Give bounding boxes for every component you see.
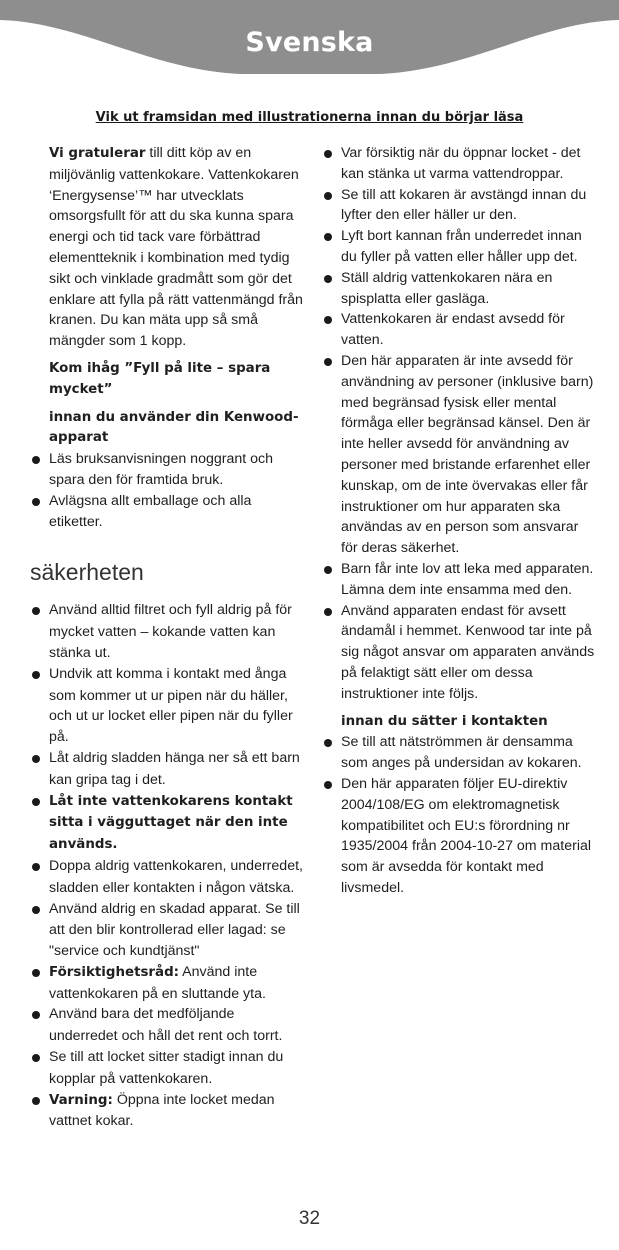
right-column	[322, 143, 598, 899]
before-use-list	[30, 449, 305, 532]
list-item: Var försiktig när du öppnar locket - det kan stänka ut varma vattendroppar.	[322, 143, 598, 185]
list-item: Använd aldrig en skadad apparat. Se till att den blir kontrollerad eller lagad: se "service och kundtjänst"	[30, 899, 305, 962]
list-item: Se till att nätströmmen är densamma som anges på undersidan av kokaren.	[322, 732, 598, 774]
page-number: 32	[298, 1208, 321, 1229]
list-item: Försiktighetsråd: Använd inte vattenkokaren på en sluttande yta.	[30, 962, 305, 1005]
safety-list-left	[30, 600, 305, 1132]
list-item: Lyft bort kannan från underredet innan du fyller på vatten eller håller upp det.	[322, 226, 598, 268]
list-item: Ställ aldrig vattenkokaren nära en spisplatta eller gasläga.	[322, 268, 598, 310]
safety-list-right	[322, 143, 598, 705]
list-item: Den här apparaten är inte avsedd för användning av personer (inklusive barn) med begränsad fysisk eller mental förmåga eller begränsad känsel. Den är inte heller avsedd för användning av personer med bristande erfarenhet eller kunskap, om de inte övervakas eller får instruktioner om hur apparaten ska användas av en person som ansvarar för deras säkerhet.	[322, 351, 598, 559]
list-item: Låt aldrig sladden hänga ner så ett barn kan gripa tag i det.	[30, 748, 305, 791]
list-item: Låt inte vattenkokarens kontakt sitta i vägguttaget när den inte används.	[30, 791, 305, 856]
motto-heading: Kom ihåg ”Fyll på lite – spara mycket”	[49, 360, 271, 397]
list-item: Barn får inte lov att leka med apparaten. Lämna dem inte ensamma med den.	[322, 559, 598, 601]
instruction-subtitle: Vik ut framsidan med illustrationerna innan du börjar läsa	[95, 110, 524, 125]
intro-lead: Vi gratulerar	[49, 146, 146, 161]
before-use-heading: innan du använder din Kenwood-apparat	[49, 409, 299, 446]
list-item: Undvik att komma i kontakt med ånga som kommer ut ur pipen när du häller, och ut ur locket eller pipen när du fyller på.	[30, 664, 305, 748]
list-item: Läs bruksanvisningen noggrant och spara den för framtida bruk.	[30, 449, 305, 491]
list-item: Vattenkokaren är endast avsedd för vatten.	[322, 309, 598, 351]
list-item: Använd bara det medföljande underredet och håll det rent och torrt.	[30, 1004, 305, 1047]
safety-title: säkerheten	[30, 559, 144, 586]
left-column	[30, 143, 305, 1132]
intro-paragraph	[30, 143, 305, 352]
intro-text: till ditt köp av en miljövänlig vattenkokare. Vattenkokaren ‘Energysense’™ har utvecklats omsorgsfullt för att du ska kunna spara energi och tid tack vare förbättrad elementteknik i kombination med tydig sikt och vinklade gradmått som gör det enklare att fylla på rätt vattenmängd från kranen. Du kan mäta upp så små mängder som 1 kopp.	[49, 145, 303, 350]
list-item: Varning: Öppna inte locket medan vattnet kokar.	[30, 1090, 305, 1133]
list-item: Se till att locket sitter stadigt innan du kopplar på vattenkokaren.	[30, 1047, 305, 1090]
before-plug-list	[322, 732, 598, 898]
list-item: Använd alltid filtret och fyll aldrig på för mycket vatten – kokande vatten kan stänka ut.	[30, 600, 305, 663]
header-banner	[0, 0, 619, 80]
page-title: Svenska	[245, 27, 374, 58]
list-item: Den här apparaten följer EU-direktiv 2004/108/EG om elektromagnetisk kompatibilitet och EU:s förordning nr 1935/2004 från 2004-10-27 om material som är avsedda för kontakt med livsmedel.	[322, 774, 598, 899]
list-item: Använd apparaten endast för avsett ändamål i hemmet. Kenwood tar inte på sig något ansvar om apparaten används på felaktigt sätt eller om dessa instruktioner inte följs.	[322, 601, 598, 705]
list-item: Se till att kokaren är avstängd innan du lyfter den eller häller ur den.	[322, 185, 598, 227]
before-plug-heading: innan du sätter i kontakten	[341, 713, 548, 729]
list-item: Doppa aldrig vattenkokaren, underredet, sladden eller kontakten i någon vätska.	[30, 856, 305, 899]
list-item: Avlägsna allt emballage och alla etiketter.	[30, 491, 305, 533]
